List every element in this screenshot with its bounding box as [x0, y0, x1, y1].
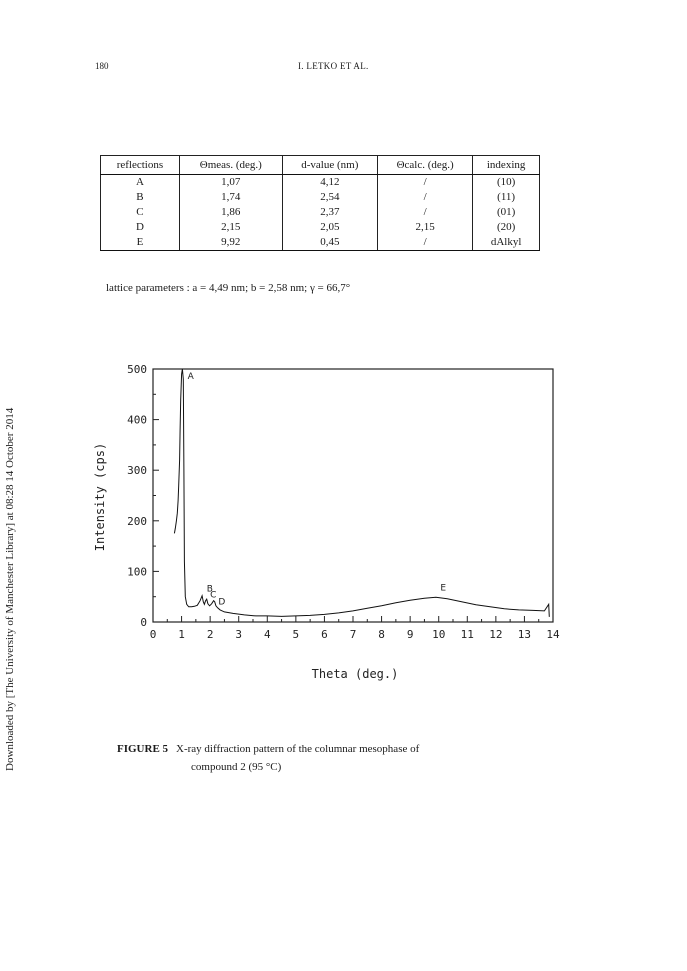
cell-indexing: (20)	[473, 220, 540, 235]
download-side-note: Downloaded by [The University of Manchester Library] at 08:28 14 October 2014	[4, 407, 16, 771]
peak-label-e: E	[440, 583, 447, 594]
col-header-d-value: d-value (nm)	[282, 156, 377, 175]
y-tick-label: 400	[127, 413, 147, 427]
y-tick-label: 300	[127, 464, 147, 478]
cell-d-value: 0,45	[282, 235, 377, 251]
x-tick-label: 5	[292, 628, 300, 641]
cell-theta-calc: /	[377, 190, 472, 205]
x-tick-label: 9	[406, 628, 414, 641]
col-header-reflections: reflections	[101, 156, 180, 175]
xrd-chart	[80, 355, 580, 705]
cell-theta-meas: 1,07	[179, 175, 282, 191]
cell-reflection: D	[101, 220, 180, 235]
y-tick-label: 200	[127, 514, 147, 528]
cell-theta-calc: 2,15	[377, 220, 472, 235]
table-row	[101, 220, 540, 235]
x-axis-ticks	[150, 616, 560, 641]
table-row	[101, 190, 540, 205]
col-header-indexing: indexing	[473, 156, 540, 175]
series-line-xrd	[174, 369, 549, 617]
x-axis-title: Theta (deg.)	[311, 667, 399, 681]
peak-label-d: D	[218, 597, 226, 608]
cell-indexing: (11)	[473, 190, 540, 205]
cell-theta-meas: 9,92	[179, 235, 282, 251]
y-tick-label: 100	[127, 565, 147, 579]
x-tick-label: 14	[546, 628, 560, 641]
table-body	[101, 175, 540, 251]
x-tick-label: 12	[489, 628, 503, 641]
y-tick-label: 500	[127, 363, 147, 376]
x-tick-label: 8	[378, 628, 385, 641]
cell-reflection: B	[101, 190, 180, 205]
plot-frame	[153, 369, 553, 622]
figure-caption	[117, 740, 419, 776]
col-header-theta-calc: Θcalc. (deg.)	[377, 156, 472, 175]
cell-theta-meas: 1,74	[179, 190, 282, 205]
cell-indexing: dAlkyl	[473, 235, 540, 251]
peak-label-a: A	[187, 372, 194, 383]
table-row	[101, 235, 540, 251]
reflections-table	[100, 155, 540, 251]
col-header-theta-meas: Θmeas. (deg.)	[179, 156, 282, 175]
caption-line-2: compound 2 (95 °C)	[191, 761, 282, 773]
x-tick-label: 6	[321, 628, 328, 641]
cell-theta-meas: 1,86	[179, 205, 282, 220]
cell-theta-meas: 2,15	[179, 220, 282, 235]
cell-reflection: C	[101, 205, 180, 220]
y-tick-label: 0	[140, 616, 147, 629]
cell-reflection: E	[101, 235, 180, 251]
table-row	[101, 205, 540, 220]
lattice-parameters: lattice parameters : a = 4,49 nm; b = 2,58 nm; γ = 66,7°	[106, 282, 351, 294]
cell-d-value: 2,05	[282, 220, 377, 235]
x-tick-label: 11	[460, 628, 474, 641]
y-axis-title: Intensity (cps)	[93, 442, 107, 552]
page-number: 180	[95, 61, 109, 71]
cell-theta-calc: /	[377, 205, 472, 220]
cell-d-value: 4,12	[282, 175, 377, 191]
cell-reflection: A	[101, 175, 180, 191]
peak-labels	[188, 372, 447, 607]
cell-theta-calc: /	[377, 175, 472, 191]
running-head: I. LETKO ET AL.	[298, 61, 369, 71]
x-tick-label: 13	[517, 628, 532, 641]
x-tick-label: 0	[149, 628, 157, 641]
cell-indexing: (10)	[473, 175, 540, 191]
cell-d-value: 2,37	[282, 205, 377, 220]
x-tick-label: 1	[178, 628, 185, 641]
cell-d-value: 2,54	[282, 190, 377, 205]
cell-theta-calc: /	[377, 235, 472, 251]
x-tick-label: 4	[263, 628, 271, 641]
x-tick-label: 2	[206, 628, 214, 641]
x-tick-label: 7	[349, 628, 357, 641]
x-tick-label: 3	[235, 628, 243, 641]
y-axis-ticks	[127, 363, 159, 629]
table-row	[101, 175, 540, 191]
caption-line-1: X-ray diffraction pattern of the columnar mesophase of	[176, 743, 420, 755]
table-header-row	[101, 156, 540, 175]
peak-label-b: B	[206, 584, 213, 595]
caption-label: FIGURE 5	[117, 743, 169, 755]
cell-indexing: (01)	[473, 205, 540, 220]
x-tick-label: 10	[432, 628, 446, 641]
peak-label-c: C	[210, 590, 217, 601]
